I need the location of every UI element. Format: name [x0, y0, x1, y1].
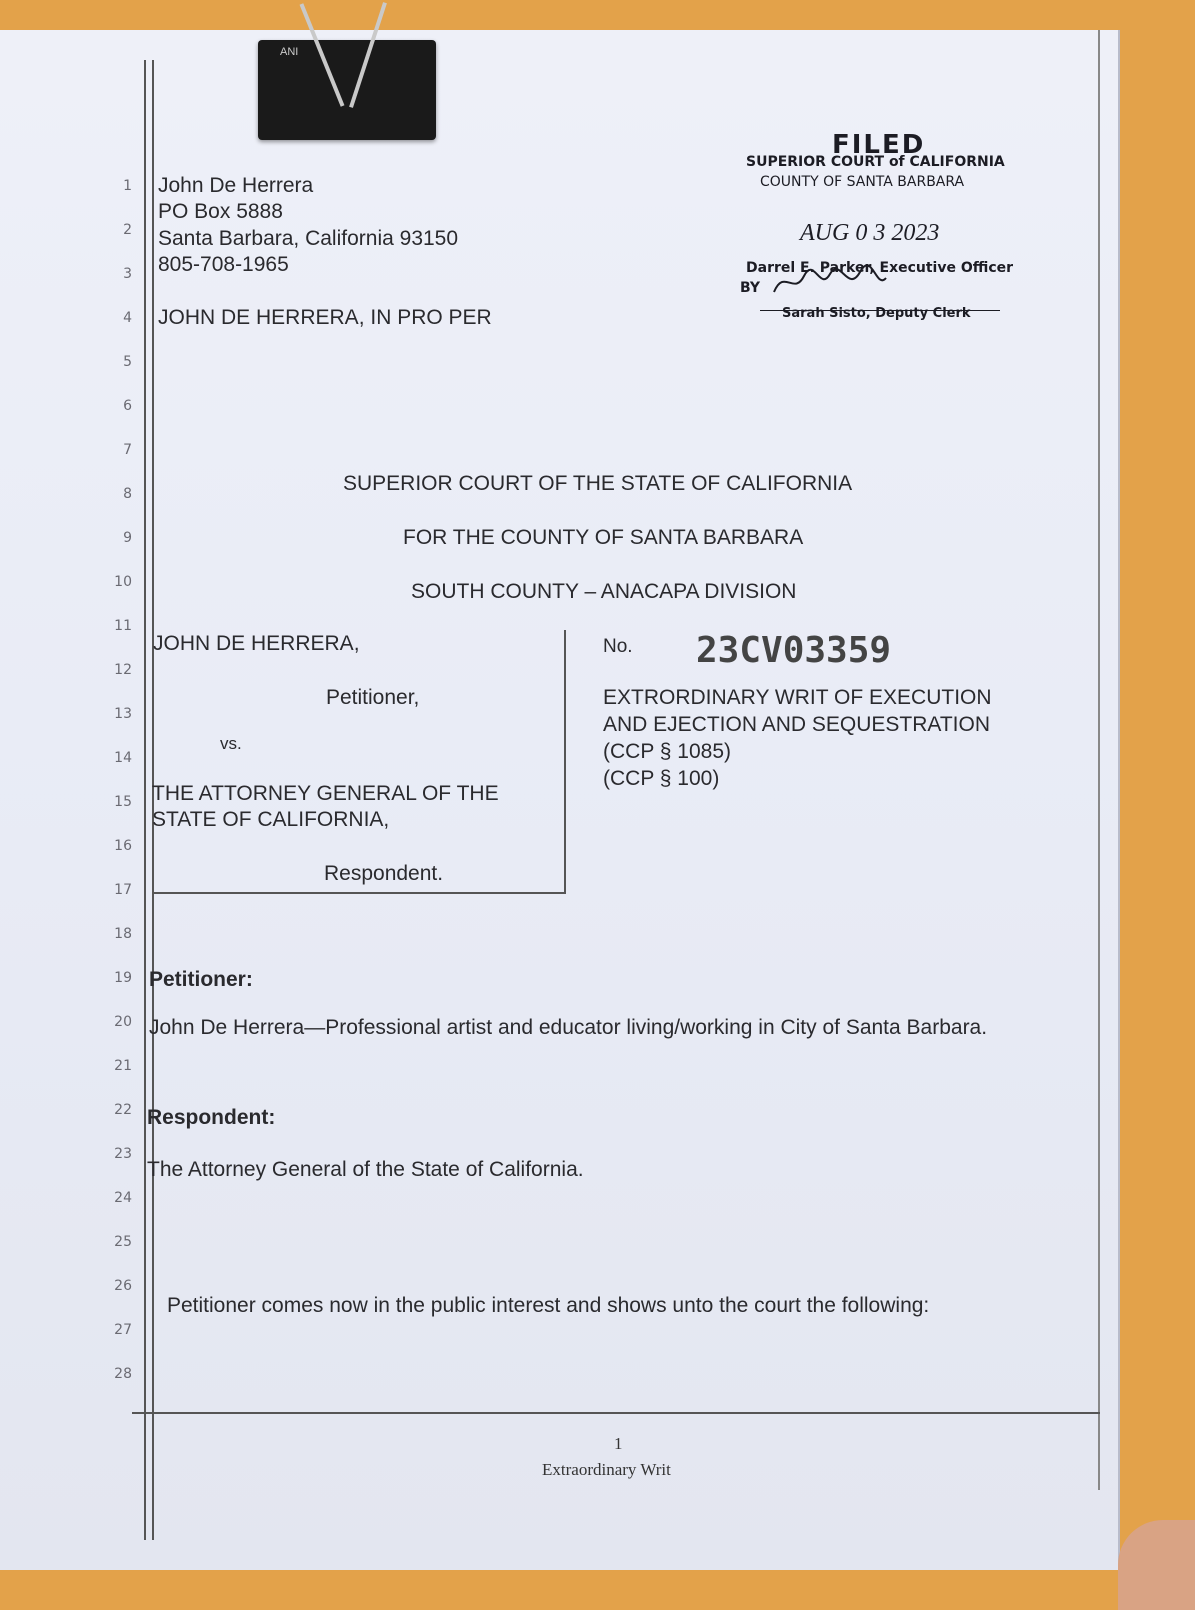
writ-title-line-3: (CCP § 1085) [603, 740, 732, 763]
line-number: 20 [114, 1014, 132, 1030]
line-number: 22 [114, 1102, 132, 1118]
line-number: 16 [114, 838, 132, 854]
court-line-1: SUPERIOR COURT OF THE STATE OF CALIFORNIA [343, 472, 853, 495]
binder-clip [258, 40, 436, 140]
line-number: 10 [114, 574, 132, 590]
case-no-label: No. [603, 636, 633, 657]
line-number: 7 [123, 442, 132, 458]
line-number: 21 [114, 1058, 132, 1074]
margin-rule-right [1098, 30, 1100, 1490]
respondent-heading: Respondent: [147, 1106, 276, 1129]
bleed-through [480, 240, 486, 263]
footer-title: Extraordinary Writ [542, 1460, 671, 1479]
footer-rule [132, 1412, 1100, 1414]
stamp-by: BY [740, 280, 761, 296]
clip-wire-right [349, 2, 387, 108]
petitioner-heading: Petitioner: [149, 968, 253, 991]
clip-wire-left [300, 3, 345, 106]
clip-label: ANI [280, 46, 299, 58]
clerk-signature [770, 262, 890, 302]
court-line-3: SOUTH COUNTY – ANACAPA DIVISION [411, 580, 797, 603]
line-number: 27 [114, 1322, 132, 1338]
case-number: 23CV03359 [696, 630, 892, 671]
writ-title-line-4: (CCP § 100) [603, 767, 720, 790]
attorney-po-box: PO Box 5888 [158, 200, 283, 223]
stamp-filed: FILED [832, 130, 926, 160]
attorney-name: John De Herrera [158, 174, 314, 197]
caption-divider [564, 630, 566, 892]
stamp-court: SUPERIOR COURT of CALIFORNIA [746, 154, 1005, 170]
line-number: 13 [114, 706, 132, 722]
stamp-officer: Darrel E. Parker, Executive Officer [746, 260, 1014, 276]
line-number: 2 [123, 222, 132, 238]
respondent-label: Respondent. [324, 862, 444, 885]
intro-paragraph: Petitioner comes now in the public interest and shows unto the court the following: [167, 1294, 930, 1317]
line-number: 14 [114, 750, 132, 766]
line-number: 28 [114, 1366, 132, 1382]
line-number: 23 [114, 1146, 132, 1162]
attorney-phone: 805-708-1965 [158, 253, 289, 276]
writ-title-line-1: EXTRORDINARY WRIT OF EXECUTION [603, 686, 992, 709]
line-number: 17 [114, 882, 132, 898]
petitioner-label: Petitioner, [326, 686, 420, 709]
line-number: 4 [123, 310, 132, 326]
line-number: 24 [114, 1190, 132, 1206]
caption-bottom-rule [152, 892, 566, 894]
line-number: 9 [123, 530, 132, 546]
line-number: 19 [114, 970, 132, 986]
page-number: 1 [614, 1434, 623, 1453]
court-line-2: FOR THE COUNTY OF SANTA BARBARA [403, 526, 804, 549]
versus: vs. [220, 734, 242, 753]
line-number: 6 [123, 398, 132, 414]
line-number: 3 [123, 266, 132, 282]
stamp-date: AUG 0 3 2023 [800, 220, 940, 246]
stamp-county: COUNTY OF SANTA BARBARA [760, 174, 965, 190]
line-number: 25 [114, 1234, 132, 1250]
line-number: 8 [123, 486, 132, 502]
margin-rule-left-outer [144, 60, 146, 1540]
writ-title-line-2: AND EJECTION AND SEQUESTRATION [603, 713, 990, 736]
respondent-line-1: THE ATTORNEY GENERAL OF THE [152, 782, 499, 805]
line-number: 1 [123, 178, 132, 194]
respondent-description: The Attorney General of the State of California. [147, 1158, 584, 1181]
line-number: 15 [114, 794, 132, 810]
petitioner-name: JOHN DE HERRERA, [153, 632, 360, 655]
petitioner-description: John De Herrera—Professional artist and educator living/working in City of Santa Barbara. [149, 1016, 988, 1039]
line-number: 12 [114, 662, 132, 678]
respondent-line-2: STATE OF CALIFORNIA, [152, 808, 390, 831]
line-number: 26 [114, 1278, 132, 1294]
line-number: 5 [123, 354, 132, 370]
thumb [1118, 1520, 1195, 1610]
attorney-role: JOHN DE HERRERA, IN PRO PER [158, 306, 492, 329]
attorney-city: Santa Barbara, California 93150 [158, 227, 459, 250]
line-number: 11 [114, 618, 132, 634]
line-number: 18 [114, 926, 132, 942]
stamp-deputy: Sarah Sisto, Deputy Clerk [782, 306, 971, 321]
